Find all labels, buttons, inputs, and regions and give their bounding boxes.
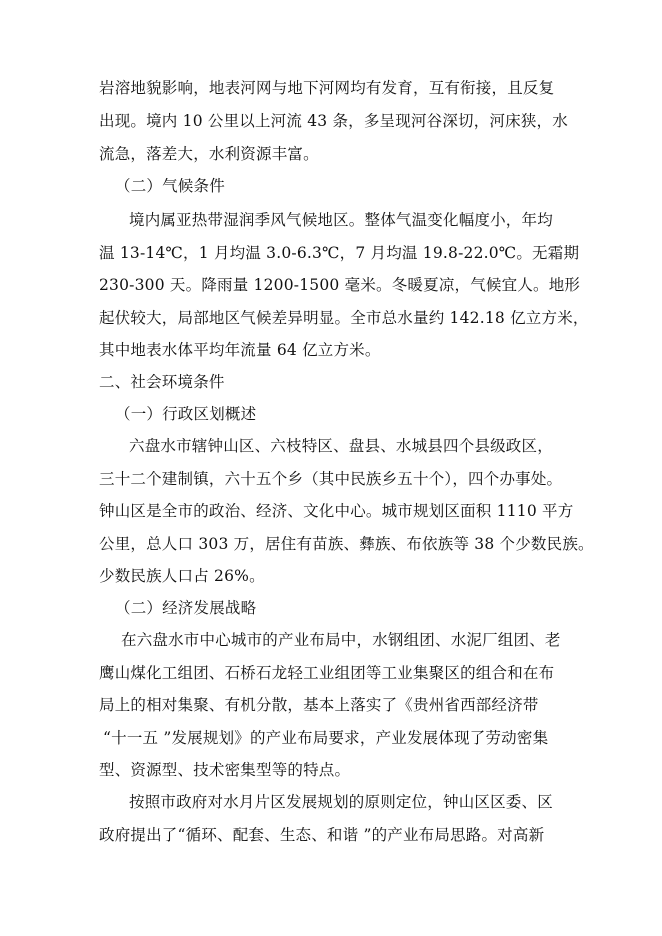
paragraph-line: 温 13-14℃，1 月均温 3.0-6.3℃，7 月均温 19.8-22.0℃。无霜期	[99, 244, 580, 262]
paragraph-line: 少数民族人口占 26%。	[99, 567, 265, 585]
paragraph-line: 230-300 天。降雨量 1200-1500 毫米。冬暖夏凉，气候宜人。地形	[99, 276, 581, 294]
paragraph-line: “十一五 ”发展规划》的产业布局要求，产业发展体现了劳动密集	[103, 729, 549, 747]
paragraph-line: 岩溶地貌影响，地表河网与地下河网均有发育，互有衔接，且反复	[99, 79, 555, 97]
paragraph-line: 六盘水市辖钟山区、六枝特区、盘县、水城县四个县级政区，	[129, 437, 553, 455]
paragraph-line: 按照市政府对水月片区发展规划的原则定位，钟山区区委、区	[129, 793, 553, 811]
paragraph-line: 鹰山煤化工组团、石桥石龙轻工业组团等工业集聚区的组合和在布	[99, 664, 555, 682]
paragraph-line: 起伏较大，局部地区气候差异明显。全市总水量约 142.18 亿立方米，	[99, 309, 589, 327]
paragraph-line: 其中地表水体平均年流量 64 亿立方米。	[99, 341, 381, 359]
paragraph-line: 局上的相对集聚、有机分散，基本上落实了《贵州省西部经济带	[99, 696, 539, 714]
section-heading: （二）气候条件	[115, 177, 225, 195]
section-heading: （一）行政区划概述	[115, 405, 257, 423]
paragraph-line: 境内属亚热带湿润季风气候地区。整体气温变化幅度小，年均	[129, 211, 553, 229]
paragraph-line: 型、资源型、技术密集型等的特点。	[99, 761, 351, 779]
paragraph-line: 在六盘水市中心城市的产业布局中，水钢组团、水泥厂组团、老	[121, 631, 561, 649]
paragraph-line: 流急，落差大，水利资源丰富。	[99, 145, 319, 163]
paragraph-line: 政府提出了“循环、配套、生态、和谐 ”的产业布局思路。对高新	[99, 826, 545, 844]
paragraph-line: 钟山区是全市的政治、经济、文化中心。城市规划区面积 1110 平方	[99, 502, 574, 520]
paragraph-line: 出现。境内 10 公里以上河流 43 条，多呈现河谷深切，河床狭，水	[99, 112, 568, 130]
paragraph-line: 公里，总人口 303 万，居住有苗族、彝族、布依族等 38 个少数民族。	[99, 535, 594, 553]
chapter-heading: 二、社会环境条件	[99, 373, 225, 391]
paragraph-line: 三十二个建制镇，六十五个乡（其中民族乡五十个），四个办事处。	[99, 470, 563, 488]
section-heading: （二）经济发展战略	[115, 599, 257, 617]
